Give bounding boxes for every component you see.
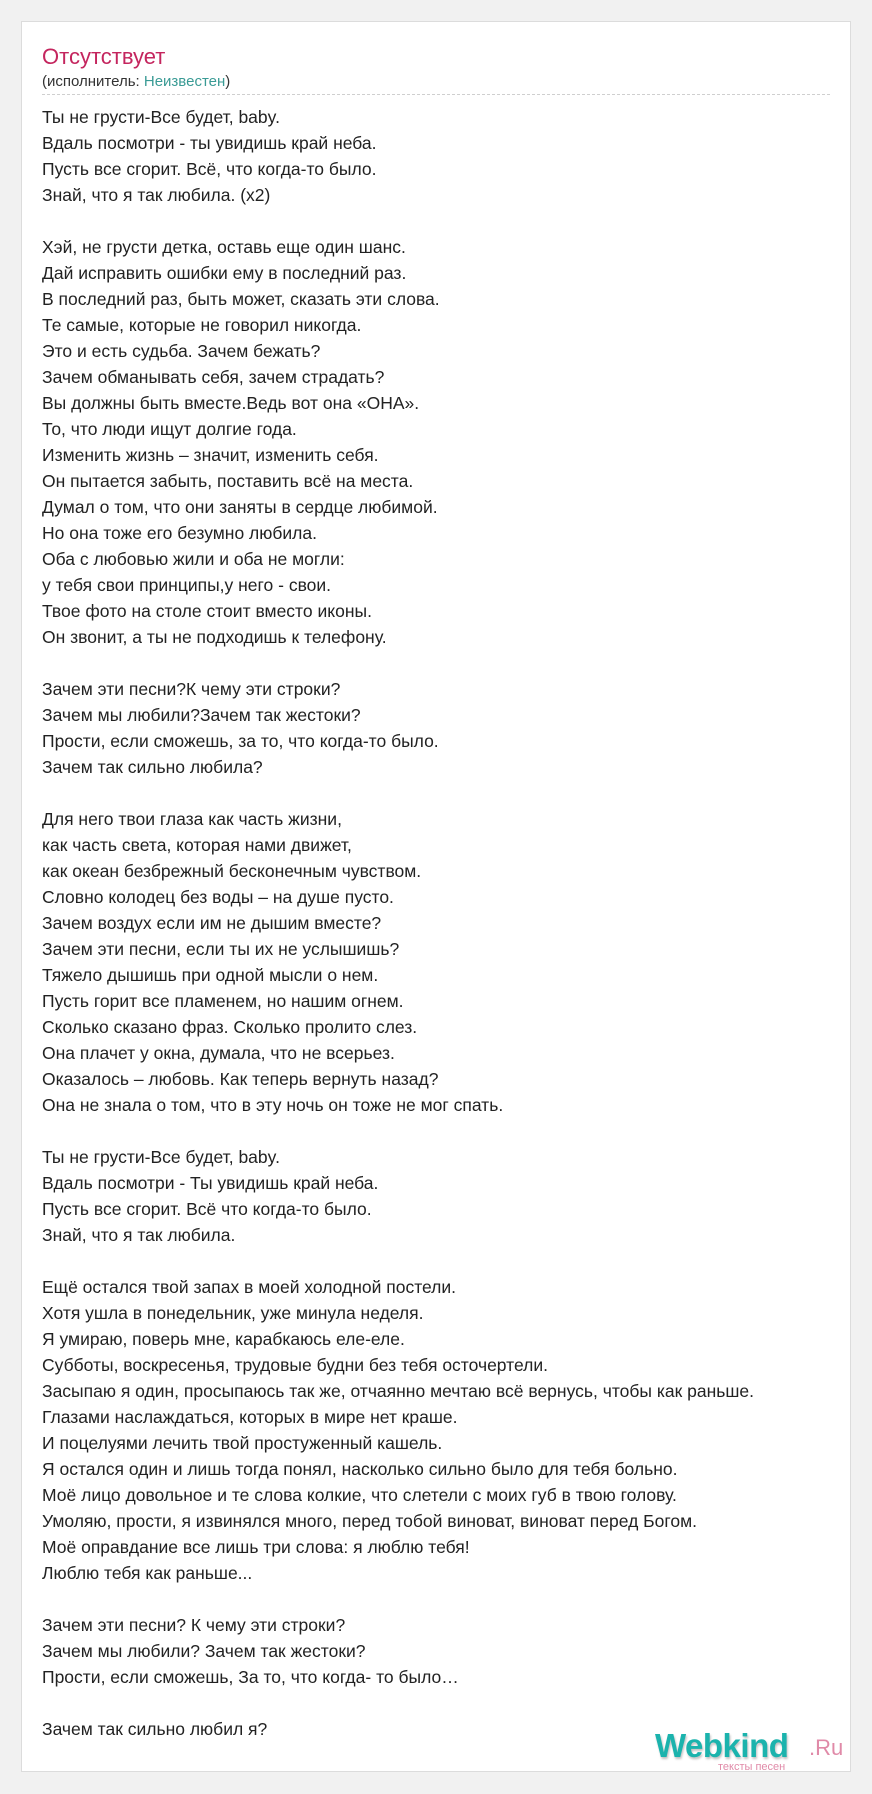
lyric-line: Знай, что я так любила. (x2)	[42, 185, 271, 205]
lyric-line: Тяжело дышишь при одной мысли о нем.	[42, 965, 379, 985]
lyric-line: Но она тоже его безумно любила.	[42, 523, 317, 543]
lyric-line: Знай, что я так любила.	[42, 1225, 236, 1245]
song-title: Отсутствует	[42, 44, 166, 69]
lyric-line: Те самые, которые не говорил никогда.	[42, 315, 362, 335]
lyric-line: Зачем обманывать себя, зачем страдать?	[42, 367, 385, 387]
lyric-line: Твое фото на столе стоит вместо иконы.	[42, 601, 372, 621]
lyric-line: у тебя свои принципы,у него - свои.	[42, 575, 332, 595]
stanza-gap	[42, 1586, 872, 1612]
lyric-line: как океан безбрежный бесконечным чувством.	[42, 861, 422, 881]
lyric-line: Зачем так сильно любил я?	[42, 1719, 268, 1739]
lyric-line: Вдаль посмотри - Ты увидишь край неба.	[42, 1173, 379, 1193]
stanza-gap	[42, 1118, 872, 1144]
lyric-line: В последний раз, быть может, сказать эти слова.	[42, 289, 440, 309]
lyric-line: Зачем эти песни, если ты их не услышишь?	[42, 939, 400, 959]
lyric-line: Для него твои глаза как часть жизни,	[42, 809, 342, 829]
lyric-line: Ещё остался твой запах в моей холодной постели.	[42, 1277, 457, 1297]
lyric-line: Прости, если сможешь, за то, что когда-то было.	[42, 731, 439, 751]
lyric-line: Сколько сказано фраз. Сколько пролито слез.	[42, 1017, 418, 1037]
lyric-line: Субботы, воскресенья, трудовые будни без тебя осточертели.	[42, 1355, 548, 1375]
lyric-line: И поцелуями лечить твой простуженный кашель.	[42, 1433, 443, 1453]
lyric-line: Думал о том, что они заняты в сердце любимой.	[42, 497, 438, 517]
logo-name: Webkind	[655, 1727, 789, 1764]
stanza-gap	[42, 1690, 872, 1716]
lyric-line: Ты не грусти-Все будет, baby.	[42, 107, 280, 127]
lyric-line: Вы должны быть вместе.Ведь вот она «ОНА».	[42, 393, 420, 413]
lyric-line: Глазами наслаждаться, которых в мире нет краше.	[42, 1407, 458, 1427]
lyric-line: Это и есть судьба. Зачем бежать?	[42, 341, 321, 361]
performer-suffix: )	[225, 73, 231, 90]
lyric-line: Зачем воздух если им не дышим вместе?	[42, 913, 382, 933]
stanza-gap	[42, 1248, 872, 1274]
lyric-line: Она плачет у окна, думала, что не всерьез.	[42, 1043, 395, 1063]
lyrics-body	[42, 104, 872, 1742]
stanza-gap	[42, 650, 872, 676]
lyric-line: Умоляю, прости, я извинялся много, перед тобой виноват, виноват перед Богом.	[42, 1511, 698, 1531]
lyric-line: как часть света, которая нами движет,	[42, 835, 352, 855]
lyric-line: Он звонит, а ты не подходишь к телефону.	[42, 627, 387, 647]
performer-line	[42, 72, 230, 92]
lyric-line: Оказалось – любовь. Как теперь вернуть назад?	[42, 1069, 439, 1089]
lyric-line: Вдаль посмотри - ты увидишь край неба.	[42, 133, 377, 153]
stanza-gap	[42, 208, 872, 234]
lyric-line: Хэй, не грусти детка, оставь еще один шанс.	[42, 237, 406, 257]
lyric-line: Зачем так сильно любила?	[42, 757, 263, 777]
lyric-line: Словно колодец без воды – на душе пусто.	[42, 887, 394, 907]
lyric-line: Засыпаю я один, просыпаюсь так же, отчаянно мечтаю всё вернусь, чтобы как раньше.	[42, 1381, 755, 1401]
lyric-line: Пусть горит все пламенем, но нашим огнем.	[42, 991, 404, 1011]
lyric-line: Изменить жизнь – значит, изменить себя.	[42, 445, 379, 465]
lyric-line: Моё лицо довольное и те слова колкие, что слетели с моих губ в твою голову.	[42, 1485, 677, 1505]
webkind-logo[interactable]	[655, 1728, 845, 1774]
lyric-line: Зачем эти песни? К чему эти строки?	[42, 1615, 346, 1635]
lyric-line: Пусть все сгорит. Всё что когда-то было.	[42, 1199, 372, 1219]
stanza-gap	[42, 780, 872, 806]
lyric-line: Я умираю, поверь мне, карабкаюсь еле-еле.	[42, 1329, 405, 1349]
performer-prefix: (исполнитель:	[42, 73, 144, 90]
logo-tagline: тексты песен	[718, 1761, 786, 1773]
lyric-line: Оба с любовью жили и оба не могли:	[42, 549, 345, 569]
lyric-line: Она не знала о том, что в эту ночь он тоже не мог спать.	[42, 1095, 504, 1115]
lyric-line: Зачем мы любили?Зачем так жестоки?	[42, 705, 361, 725]
lyric-line: Дай исправить ошибки ему в последний раз.	[42, 263, 407, 283]
performer-link[interactable]: Неизвестен	[143, 73, 226, 90]
logo-domain: .Ru	[809, 1735, 844, 1760]
lyric-line: Он пытается забыть, поставить всё на места.	[42, 471, 414, 491]
lyric-line: Ты не грусти-Все будет, baby.	[42, 1147, 280, 1167]
title-divider	[42, 94, 830, 95]
lyric-line: Люблю тебя как раньше...	[42, 1563, 253, 1583]
lyric-line: Моё оправдание все лишь три слова: я люблю тебя!	[42, 1537, 470, 1557]
lyric-line: Я остался один и лишь тогда понял, насколько сильно было для тебя больно.	[42, 1459, 678, 1479]
lyric-line: То, что люди ищут долгие года.	[42, 419, 297, 439]
lyric-line: Пусть все сгорит. Всё, что когда-то было.	[42, 159, 377, 179]
lyric-line: Прости, если сможешь, За то, что когда- то было…	[42, 1667, 459, 1687]
lyric-line: Зачем мы любили? Зачем так жестоки?	[42, 1641, 366, 1661]
lyric-line: Хотя ушла в понедельник, уже минула неделя.	[42, 1303, 424, 1323]
lyric-line: Зачем эти песни?К чему эти строки?	[42, 679, 341, 699]
